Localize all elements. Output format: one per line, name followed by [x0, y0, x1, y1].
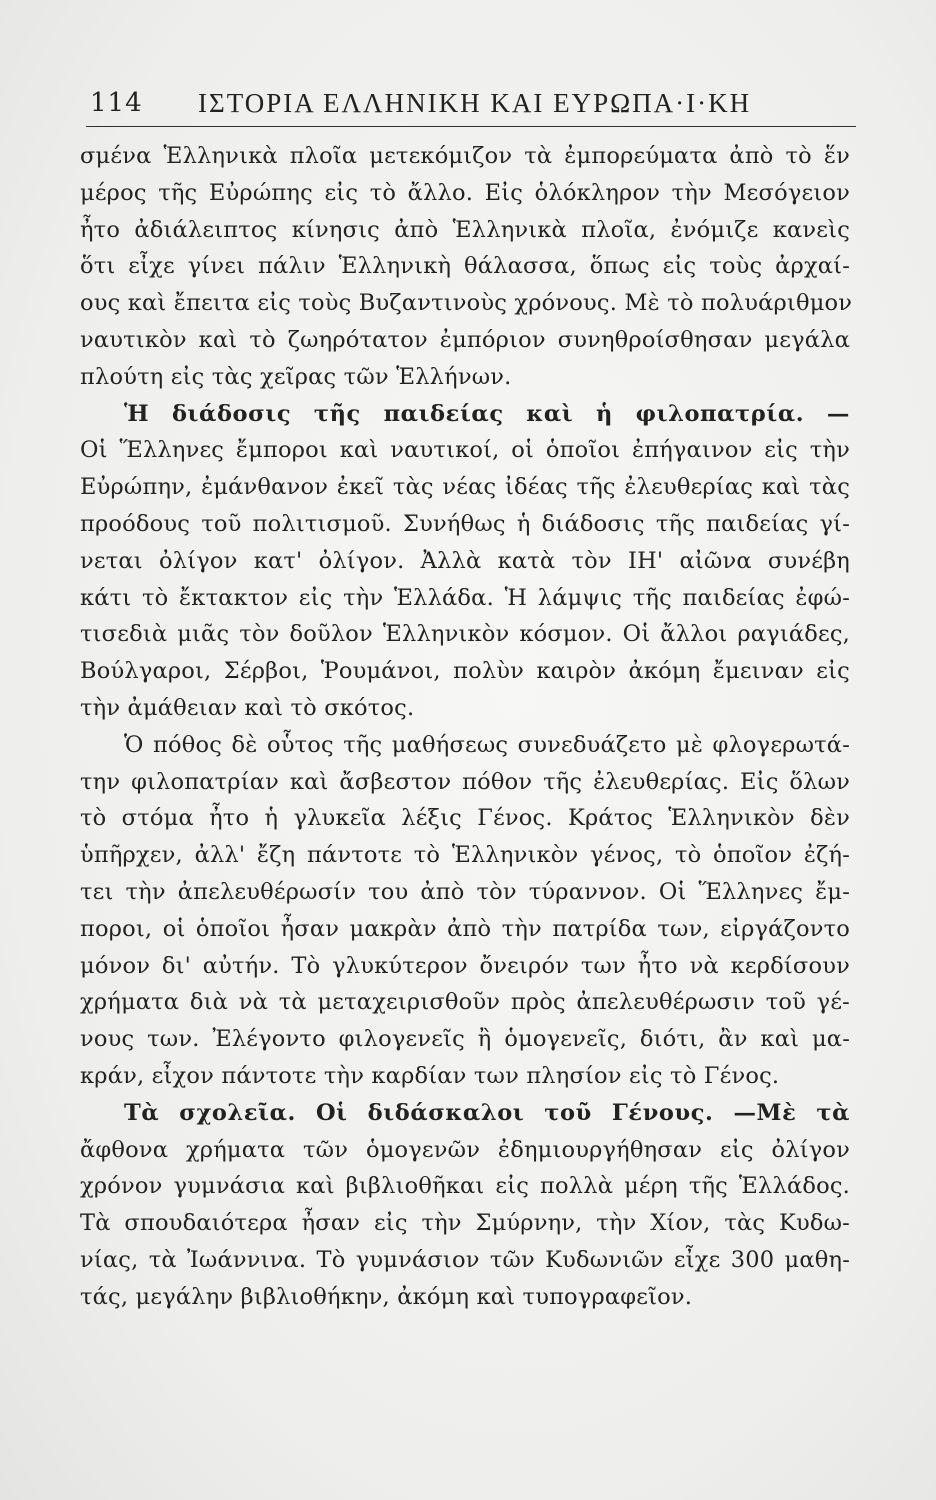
section-heading-paideia: Ἡ διάδοσις τῆς παιδείας καὶ ἡ φιλοπατρία. —: [124, 400, 850, 427]
text-line: προόδους τοῦ πολιτισμοῦ. Συνήθως ἡ διάδοσις τῆς παιδείας γί-: [80, 510, 850, 537]
text-line: Εὐρώπην, ἐμάνθανον ἐκεῖ τὰς νέας ἰδέας τῆς ἐλευθερίας καὶ τὰς: [80, 474, 850, 501]
page-number: 114: [90, 88, 143, 118]
running-title: ΙΣΤΟΡΙΑ ΕΛΛΗΝΙΚΗ ΚΑΙ ΕΥΡΩΠΑ·Ι·ΚΗ: [198, 88, 752, 118]
text-line: νίας, τὰ Ἰωάννινα. Τὸ γυμνάσιον τῶν Κυδωνιῶν εἶχε 300 μαθη-: [80, 1246, 850, 1273]
text-line: νεται ὀλίγον κατ' ὀλίγον. Ἀλλὰ κατὰ τὸν ΙΗ' αἰῶνα συνέβη: [80, 547, 850, 574]
text-line: χρήματα διὰ νὰ τὰ μεταχειρισθοῦν πρὸς ἀπελευθέρωσιν τοῦ γέ-: [80, 989, 850, 1016]
text-line: σμένα Ἑλληνικὰ πλοῖα μετεκόμιζον τὰ ἐμπορεύματα ἀπὸ τὸ ἕν: [80, 143, 850, 169]
text-line: χρόνον γυμνάσια καὶ βιβλιοθῆκαι εἰς πολλὰ μέρη τῆς Ἑλλάδος.: [80, 1173, 850, 1200]
text-line: ποροι, οἱ ὁποῖοι ἦσαν μακρὰν ἀπὸ τὴν πατρίδα των, εἰργάζοντο: [80, 915, 850, 942]
text-line: ὑπῆρχεν, ἀλλ' ἔζη πάντοτε τὸ Ἑλληνικὸν γένος, τὸ ὁποῖον ἐζή-: [80, 842, 850, 869]
text-line: τὸ στόμα ἦτο ἡ γλυκεῖα λέξις Γένος. Κράτος Ἑλληνικὸν δὲν: [80, 805, 850, 832]
text-line: ἦτο ἀδιάλειπτος κίνησις ἀπὸ Ἑλληνικὰ πλοῖα, ἐνόμιζε κανεὶς: [80, 216, 850, 243]
text-line: μέρος τῆς Εὐρώπης εἰς τὸ ἄλλο. Εἰς ὁλόκληρον τὴν Μεσόγειον: [80, 179, 850, 206]
text-line: ἄφθονα χρήματα τῶν ὁμογενῶν ἐδημιουργήθησαν εἰς ὀλίγον: [80, 1136, 850, 1163]
text-line: μόνον δι' αὐτήν. Τὸ γλυκύτερον ὄνειρόν των ἦτο νὰ κερδίσουν: [80, 952, 850, 979]
text-line: την φιλοπατρίαν καὶ ἄσβεστον πόθον τῆς ἐλευθερίας. Εἰς ὅλων: [80, 768, 850, 795]
running-head: [86, 80, 856, 127]
text-line: τει τὴν ἀπελευθέρωσίν του ἀπὸ τὸν τύραννον. Οἱ Ἕλληνες ἔμ-: [80, 878, 850, 905]
text-line: νους των. Ἐλέγοντο φιλογενεῖς ἢ ὁμογενεῖς, διότι, ἂν καὶ μα-: [80, 1026, 850, 1053]
text-line: ους καὶ ἔπειτα εἰς τοὺς Βυζαντινοὺς χρόνους. Μὲ τὸ πολυάριθμον: [80, 290, 853, 317]
text-line: Ὁ πόθος δὲ οὗτος τῆς μαθήσεως συνεδυάζετο μὲ φλογερωτά-: [124, 731, 850, 758]
body-text: [80, 138, 853, 1316]
text-line: τὴν ἀμάθειαν καὶ τὸ σκότος.: [80, 694, 415, 721]
text-line: κράν, εἶχον πάντοτε τὴν καρδίαν των πλησίον εἰς τὸ Γένος.: [80, 1062, 780, 1089]
text-line: πλούτη εἰς τὰς χεῖρας τῶν Ἑλλήνων.: [80, 363, 512, 390]
text-line: ναυτικὸν καὶ τὸ ζωηρότατον ἐμπόριον συνηθροίσθησαν μεγάλα: [80, 326, 850, 353]
text-line: Τὰ σπουδαιότερα ἦσαν εἰς τὴν Σμύρνην, τὴν Χίον, τὰς Κυδω-: [80, 1210, 850, 1237]
text-line: ὅτι εἶχε γίνει πάλιν Ἑλληνικὴ θάλασσα, ὅπως εἰς τοὺς ἀρχαί-: [80, 253, 850, 280]
text-line: Βούλγαροι, Σέρβοι, Ῥουμάνοι, πολὺν καιρὸν ἀκόμη ἔμειναν εἰς: [80, 658, 850, 685]
section-heading-scholeia: Τὰ σχολεῖα. Οἱ διδάσκαλοι τοῦ Γένους. —Μὲ τὰ: [124, 1099, 850, 1126]
text-line: κάτι τὸ ἔκτακτον εἰς τὴν Ἑλλάδα. Ἡ λάμψις τῆς παιδείας ἐφώ-: [80, 584, 850, 611]
text-line: τισεδιὰ μιᾶς τὸν δοῦλον Ἑλληνικὸν κόσμον. Οἱ ἄλλοι ραγιάδες,: [80, 621, 850, 648]
text-line: τάς, μεγάλην βιβλιοθήκην, ἀκόμη καὶ τυπογραφεῖον.: [80, 1283, 693, 1310]
text-line: Οἱ Ἕλληνες ἔμποροι καὶ ναυτικοί, οἱ ὁποῖοι ἐπήγαινον εἰς τὴν: [80, 437, 850, 464]
